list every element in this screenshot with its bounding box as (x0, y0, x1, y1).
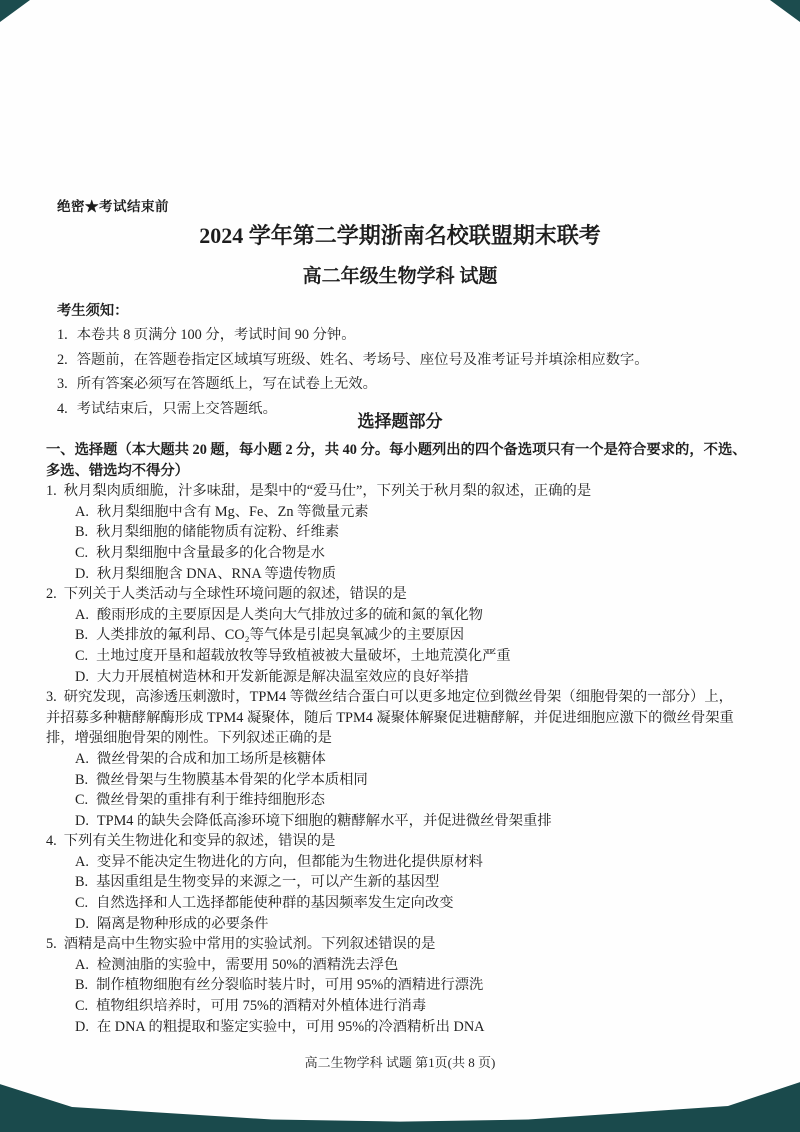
option-label: A. (75, 606, 89, 623)
option-row (46, 646, 747, 667)
option-text: 变异不能决定生物进化的方向，但都能为生物进化提供原材料 (96, 853, 483, 870)
option-row (46, 1017, 747, 1038)
option-text: 秋月梨细胞中含有 Mg、Fe、Zn 等微量元素 (96, 503, 369, 520)
candidate-notice (57, 299, 747, 421)
option-text: 检测油脂的实验中，需要用 50%的酒精洗去浮色 (96, 956, 399, 973)
option-row (46, 975, 747, 996)
option-row (46, 770, 747, 791)
option-text: 大力开展植树造林和开发新能源是解决温室效应的良好举措 (96, 668, 469, 685)
question-number: 1. (46, 483, 57, 500)
option-text: 隔离是物种形成的必要条件 (96, 915, 269, 932)
option-label: A. (75, 956, 89, 973)
option-row (46, 749, 747, 770)
option-label: C. (75, 998, 89, 1015)
notice-item-text: 考试结束后，只需上交答题纸。 (76, 400, 277, 417)
option-label: D. (75, 1018, 89, 1035)
section-one-intro: 一、选择题（本大题共 20 题，每小题 2 分，共 40 分。每小题列出的四个备选项只有一个是符合要求的，不选、多选、错选均不得分） (46, 442, 747, 479)
notice-item-text: 本卷共 8 页满分 100 分，考试时间 90 分钟。 (76, 327, 356, 344)
option-row (46, 605, 747, 626)
question-stem (46, 831, 747, 852)
option-label: C. (75, 544, 89, 561)
option-label: D. (75, 915, 89, 932)
option-label: D. (75, 812, 89, 829)
question-stem (46, 584, 747, 605)
option-row (46, 996, 747, 1017)
page-footer: 高二生物学科 试题 第1页(共 8 页) (304, 1055, 496, 1070)
option-row (46, 872, 747, 893)
question-stem-text: 研究发现，高渗透压刺激时，TPM4 等微丝结合蛋白可以更多地定位到微丝骨架（细胞骨架的一部分）上，并招募多种糖酵解酶形成 TPM4 凝聚体，随后 TPM4 凝聚体解聚促进糖酵解，并促进细胞应激下的微丝骨架重排，增强细胞骨架的刚性。下列叙述正确的是 (46, 689, 734, 747)
exam-subtitle: 高二年级生物学科 试题 (302, 266, 498, 287)
option-row (46, 543, 747, 564)
option-row (46, 893, 747, 914)
option-label: C. (75, 895, 89, 912)
notice-item-text: 所有答案必须写在答题纸上，写在试卷上无效。 (76, 376, 377, 393)
question-number: 2. (46, 586, 57, 603)
option-row (46, 625, 747, 646)
corner-background-top-left-icon (0, 0, 30, 22)
notice-item-number: 4. (57, 400, 68, 417)
option-label: D. (75, 668, 89, 685)
option-label: A. (75, 750, 89, 767)
notice-heading: 考生须知： (57, 303, 129, 319)
option-text: 土地过度开垦和超载放牧等导致植被被大量破坏，土地荒漠化严重 (96, 647, 511, 664)
option-label: A. (75, 853, 89, 870)
option-text: 秋月梨细胞的储能物质有淀粉、纤维素 (96, 524, 340, 541)
option-row (46, 852, 747, 873)
question-number: 3. (46, 689, 57, 706)
question-stem-text: 下列有关生物进化和变异的叙述，错误的是 (63, 833, 336, 850)
option-row (46, 955, 747, 976)
section-heading-choice-part: 选择题部分 (357, 412, 443, 431)
notice-item-number: 1. (57, 327, 68, 344)
question-stem-text: 下列关于人类活动与全球性环境问题的叙述，错误的是 (63, 586, 407, 603)
option-label: B. (75, 771, 89, 788)
question-stem-text: 秋月梨肉质细脆，汁多味甜，是梨中的“爱马仕”，下列关于秋月梨的叙述，正确的是 (63, 483, 592, 500)
option-text: 人类排放的氟利昂、CO₂等气体是引起臭氧减少的主要原因 (96, 627, 465, 644)
option-text: 酸雨形成的主要原因是人类向大气排放过多的硫和氮的氧化物 (96, 606, 483, 623)
notice-item-number: 2. (57, 351, 68, 368)
option-text: 植物组织培养时，可用 75%的酒精对外植体进行消毒 (96, 998, 427, 1015)
option-label: B. (75, 977, 89, 994)
option-text: 微丝骨架的合成和加工场所是核糖体 (96, 750, 326, 767)
option-label: B. (75, 627, 89, 644)
option-label: C. (75, 792, 89, 809)
option-text: 秋月梨细胞含 DNA、RNA 等遗传物质 (96, 565, 336, 582)
security-marking: 绝密★考试结束前 (57, 199, 169, 214)
corner-background-top-right-icon (770, 0, 800, 22)
question-stem-text: 酒精是高中生物实验中常用的实验试剂。下列叙述错误的是 (63, 936, 436, 953)
question-stem (46, 934, 747, 955)
questions-body (46, 440, 747, 1037)
option-row (46, 502, 747, 523)
option-row (46, 564, 747, 585)
option-row (46, 914, 747, 935)
notice-item-number: 3. (57, 376, 68, 393)
option-row (46, 522, 747, 543)
exam-title: 2024 学年第二学期浙南名校联盟期末联考 (199, 223, 601, 248)
option-row (46, 667, 747, 688)
notice-item (57, 348, 747, 372)
option-label: B. (75, 524, 89, 541)
option-text: 基因重组是生物变异的来源之一，可以产生新的基因型 (96, 874, 440, 891)
option-row (46, 790, 747, 811)
option-text: 自然选择和人工选择都能使种群的基因频率发生定向改变 (96, 895, 454, 912)
option-label: C. (75, 647, 89, 664)
question-number: 4. (46, 833, 57, 850)
bottom-edge-background-icon (0, 1080, 800, 1132)
notice-item-text: 答题前，在答题卷指定区域填写班级、姓名、考场号、座位号及准考证号并填涂相应数字。 (76, 351, 649, 368)
option-text: 秋月梨细胞中含量最多的化合物是水 (96, 544, 325, 561)
question-stem (46, 687, 747, 749)
option-label: B. (75, 874, 89, 891)
option-text: 在 DNA 的粗提取和鉴定实验中，可用 95%的冷酒精析出 DNA (96, 1018, 485, 1035)
notice-item (57, 372, 747, 396)
option-text: 微丝骨架与生物膜基本骨架的化学本质相同 (96, 771, 368, 788)
option-label: A. (75, 503, 89, 520)
option-text: 制作植物细胞有丝分裂临时装片时，可用 95%的酒精进行漂洗 (96, 977, 484, 994)
option-text: TPM4 的缺失会降低高渗环境下细胞的糖酵解水平，并促进微丝骨架重排 (96, 812, 552, 829)
notice-item (57, 323, 747, 347)
option-row (46, 811, 747, 832)
question-stem (46, 481, 747, 502)
option-label: D. (75, 565, 89, 582)
question-number: 5. (46, 936, 57, 953)
option-text: 微丝骨架的重排有利于维持细胞形态 (96, 792, 325, 809)
